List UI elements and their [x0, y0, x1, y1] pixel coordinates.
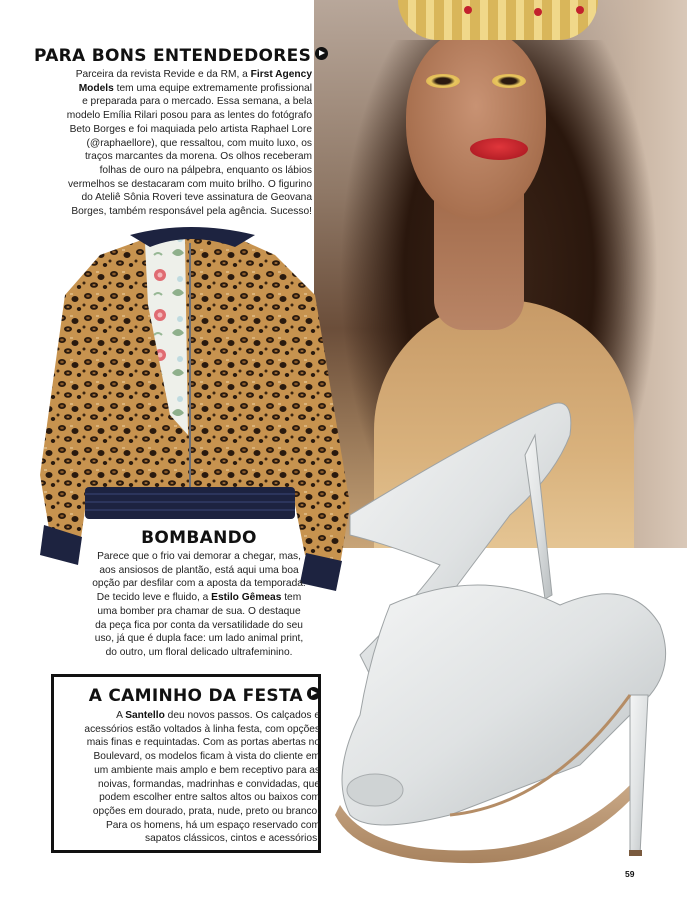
body-line: modelo Emília Rilari posou para as lentes do fotógrafo	[66, 110, 312, 122]
body-line: Parceira da revista Revide e da RM, a First Agency	[75, 69, 312, 80]
article-para-bons-entendedores	[34, 46, 312, 219]
body-line: vermelhos se destacaram com muito brilho. O figurino	[67, 178, 312, 190]
body-line: uma bomber pra chamar de sua. O destaque	[97, 605, 301, 617]
silver-platform-shoe-photo	[330, 395, 680, 865]
body-line: um ambiente mais amplo e bem receptivo para as	[94, 764, 320, 776]
body-line: Beto Borges e foi maquiada pelo artista Raphael Lore	[69, 123, 312, 135]
body-line: Boulevard, os modelos ficam à vista do cliente em	[93, 751, 320, 763]
body-line: opções em dourado, prata, nude, preto ou branco.	[92, 805, 320, 817]
body-line: e preparada para o mercado. Essa semana, a bela	[82, 96, 312, 108]
brand-name: Santello	[125, 710, 165, 721]
body-line: (@raphaellore), que ressaltou, com muito luxo, os	[86, 137, 312, 149]
body-line: opção par desfilar com a aposta da temporada.	[92, 578, 306, 590]
article-headline: BOMBANDO	[141, 528, 257, 548]
body-line: do Ateliê Sônia Roveri teve assinatura de Geovana	[81, 192, 312, 204]
brand-name: Models	[78, 82, 114, 94]
article-body	[58, 709, 320, 846]
arrow-right-icon	[307, 687, 320, 700]
article-bombando	[90, 528, 308, 660]
article-headline	[34, 46, 312, 66]
brand-name: First Agency	[250, 69, 312, 80]
body-line: Models tem uma equipe extremamente profissional	[78, 82, 312, 94]
crown-jewel	[534, 8, 542, 16]
body-line: De tecido leve e fluido, a Estilo Gêmeas tem	[96, 592, 302, 604]
model-red-lips	[470, 138, 528, 160]
body-line: Para os homens, há um espaço reservado com	[105, 819, 320, 831]
headline-text: A CAMINHO DA FESTA	[88, 686, 303, 706]
body-line: folhas de ouro na pálpebra, enquanto os lábios	[99, 164, 312, 176]
model-face	[406, 30, 546, 220]
body-line: A Santello deu novos passos. Os calçados e	[116, 710, 320, 721]
body-line: noivas, formandas, madrinhas e convidadas, que	[98, 778, 320, 790]
article-body	[34, 68, 312, 219]
article-a-caminho-da-festa	[58, 686, 320, 846]
body-line: aos ansiosos de plantão, está aqui uma boa	[99, 564, 299, 576]
body-line: acessórios estão voltados à linha festa, com opções	[84, 723, 320, 735]
article-body	[90, 550, 308, 660]
model-right-eye	[492, 74, 526, 88]
platform-heels-illustration	[330, 395, 680, 865]
body-line: Borges, também responsável pela agência. Sucesso!	[71, 206, 312, 218]
body-line: do outro, um floral delicado ultrafeminino.	[105, 646, 293, 658]
model-left-eye	[426, 74, 460, 88]
headline-text: PARA BONS ENTENDEDORES	[34, 46, 312, 66]
body-line: sapatos clássicos, cintos e acessórios.	[145, 833, 320, 845]
crown-jewel	[464, 6, 472, 14]
crown-jewel	[576, 6, 584, 14]
article-headline	[58, 686, 320, 706]
page-number: 59	[625, 869, 635, 879]
brand-name: Estilo Gêmeas	[211, 592, 282, 604]
body-line: da peça fica por conta da versatilidade do seu	[95, 619, 303, 631]
body-line: Parece que o frio vai demorar a chegar, mas,	[97, 551, 301, 562]
body-line: traços marcantes da morena. Os olhos receberam	[84, 151, 312, 163]
body-line: uso, já que é dupla face: um lado animal print,	[94, 633, 304, 645]
body-line: podem escolher entre saltos altos ou baixos com	[99, 792, 320, 804]
body-line: mais finas e requintadas. Com as portas abertas no	[86, 737, 320, 749]
model-gold-crown	[398, 0, 598, 40]
